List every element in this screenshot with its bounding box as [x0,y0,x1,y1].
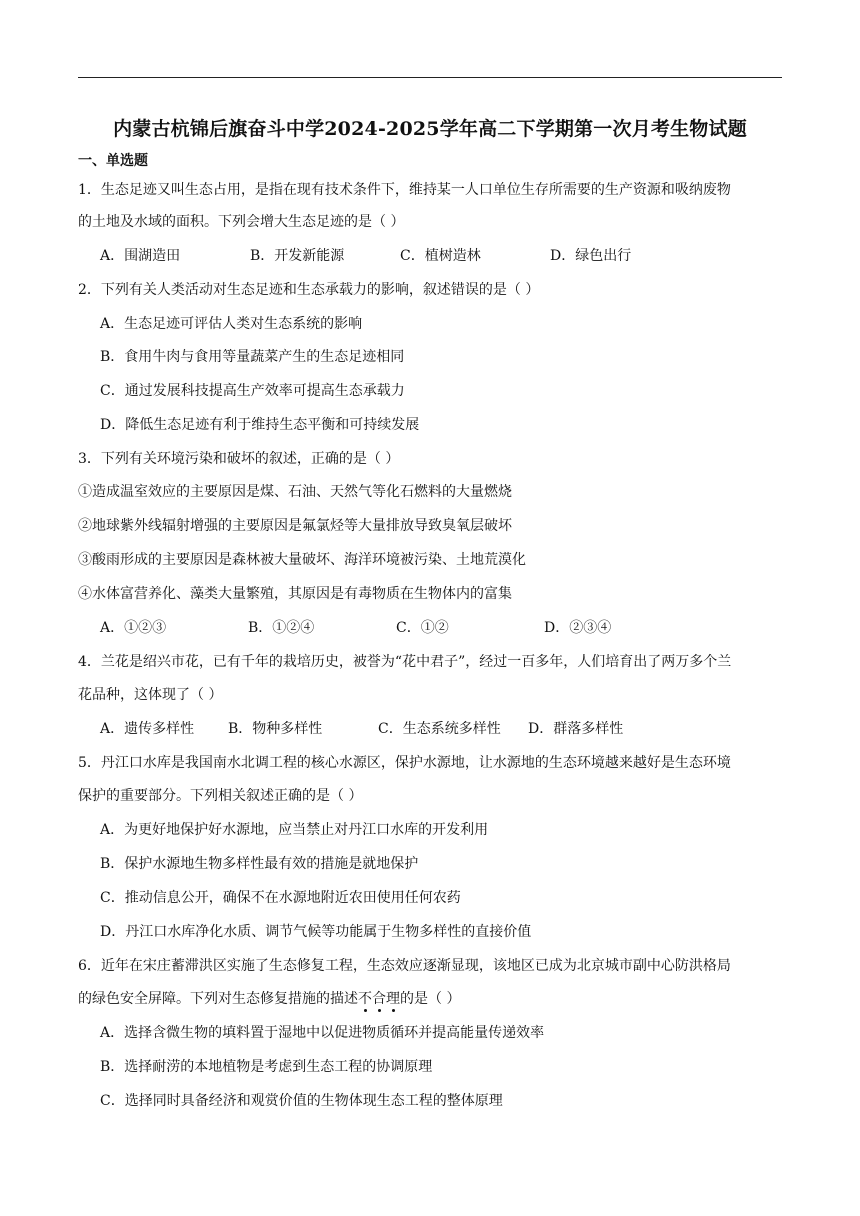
option-b: B．食用牛肉与食用等量蔬菜产生的生态足迹相同 [100,349,405,365]
page-title: 内蒙古杭锦后旗奋斗中学2024-2025学年高二下学期第一次月考生物试题 [113,118,747,140]
option-b: B．①②④ [248,620,315,636]
question-4-text: 4．兰花是绍兴市花，已有千年的栽培历史，被誉为“花中君子”，经过一百多年，人们培育出了两万多个兰 [78,654,732,670]
option-a: A．围湖造田 [100,248,181,264]
option-d: D．丹江口水库净化水质、调节气候等功能属于生物多样性的直接价值 [100,924,532,940]
question-5-text-cont: 保护的重要部分。下列相关叙述正确的是（ ） [78,788,363,804]
question-6-text-post: 的是（ ） [400,991,461,1007]
option-d: D．②③④ [544,620,612,636]
emphasis-char: 合 [372,991,386,1007]
option-a: A．为更好地保护好水源地，应当禁止对丹江口水库的开发利用 [100,822,489,838]
question-4-text-cont: 花品种，这体现了（ ） [78,687,223,703]
option-b: B．保护水源地生物多样性最有效的措施是就地保护 [100,856,419,872]
option-c: C．①② [396,620,449,636]
emphasis-char: 理 [386,991,400,1007]
option-d: D．绿色出行 [550,248,632,264]
option-b: B．物种多样性 [228,721,323,737]
option-a: A．遗传多样性 [100,721,195,737]
option-a: A．①②③ [100,620,167,636]
statement-4: ④水体富营养化、藻类大量繁殖，其原因是有毒物质在生物体内的富集 [78,586,512,602]
question-1-text: 1．生态足迹又叫生态占用，是指在现有技术条件下，维持某一人口单位生存所需要的生产资源和吸纳废物 [78,182,731,198]
option-b: B．开发新能源 [250,248,345,264]
question-3-text: 3．下列有关环境污染和破坏的叙述，正确的是（ ） [78,451,400,467]
option-c: C．生态系统多样性 [378,721,501,737]
option-a: A．生态足迹可评估人类对生态系统的影响 [100,316,363,332]
option-c: C．植树造林 [400,248,481,264]
section-heading: 一、单选题 [78,153,148,169]
option-d: D．降低生态足迹有利于维持生态平衡和可持续发展 [100,417,420,433]
option-d: D．群落多样性 [528,721,624,737]
question-5-text: 5．丹江口水库是我国南水北调工程的核心水源区，保护水源地，让水源地的生态环境越来越好是生态环境 [78,755,731,771]
question-3-options [100,618,780,638]
question-1-options [100,246,780,266]
header-rule [78,77,782,78]
emphasis-char: 不 [358,991,372,1007]
question-6-text: 6．近年在宋庄蓄滞洪区实施了生态修复工程，生态效应逐渐显现，该地区已成为北京城市副中心防洪格局 [78,958,731,974]
statement-3: ③酸雨形成的主要原因是森林被大量破坏、海洋环境被污染、土地荒漠化 [78,552,526,568]
question-1-text-cont: 的土地及水域的面积。下列会增大生态足迹的是（ ） [78,214,405,230]
statement-1: ①造成温室效应的主要原因是煤、石油、天然气等化石燃料的大量燃烧 [78,484,512,500]
question-6-text-cont [78,989,782,1009]
question-6-text-pre: 的绿色安全屏障。下列对生态修复措施的描述 [78,991,358,1007]
statement-2: ②地球紫外线辐射增强的主要原因是氟氯烃等大量排放导致臭氧层破坏 [78,518,512,534]
option-c: C．选择同时具备经济和观赏价值的生物体现生态工程的整体原理 [100,1093,503,1109]
option-c: C．推动信息公开，确保不在水源地附近农田使用任何农药 [100,890,461,906]
option-b: B．选择耐涝的本地植物是考虑到生态工程的协调原理 [100,1059,433,1075]
option-a: A．选择含微生物的填料置于湿地中以促进物质循环并提高能量传递效率 [100,1025,545,1041]
question-2-text: 2．下列有关人类活动对生态足迹和生态承载力的影响，叙述错误的是（ ） [78,282,540,298]
option-c: C．通过发展科技提高生产效率可提高生态承载力 [100,383,405,399]
question-4-options [100,719,780,739]
